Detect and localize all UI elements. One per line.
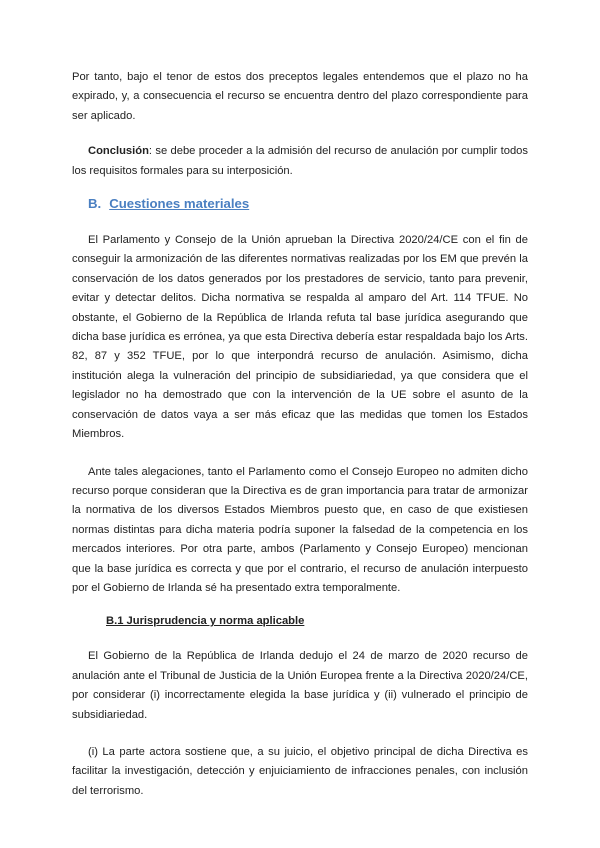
paragraph-b-2: Ante tales alegaciones, tanto el Parlamento como el Consejo Europeo no admiten dicho recurso porque consideran que la Directiva es de gran importancia para tratar de armonizar la normativa de los diversos Estados Miembros puesto que, en caso de que existiesen normas distintas para dicha materia podría suponer la falsedad de la competencia en los mercados interiores. Por otra parte, ambos (Parlamento y Consejo Europeo) mencionan que la base jurídica es correcta y que por el contrario, el recurso de anulación interpuesto por el Gobierno de Irlanda sé ha presentado extra temporalmente. xyxy=(72,465,528,594)
section-b-letter: B. xyxy=(88,196,102,212)
conclusion-label: Conclusión xyxy=(88,145,149,158)
paragraph-b1-2: (i) La parte actora sostiene que, a su juicio, el objetivo principal de dicha Directiva es facilitar la investigación, detección y enjuiciamiento de infracciones penales, con inclusión del terrorismo. xyxy=(72,745,528,797)
paragraph-b1-1: El Gobierno de la República de Irlanda dedujo el 24 de marzo de 2020 recurso de anulación ante el Tribunal de Justicia de la Unión Europea frente a la Directiva 2020/24/CE, por considerar (i) incorrectamente elegida la base jurídica y (ii) vulnerado el principio de subsidiariedad. xyxy=(72,650,528,721)
section-b-title: Cuestiones materiales xyxy=(109,196,250,212)
conclusion-text: : se debe proceder a la admisión del recurso de anulación por cumplir todos los requisitos formales para su interposición. xyxy=(72,145,528,177)
paragraph-conclusion xyxy=(72,142,528,181)
paragraph-b-1: El Parlamento y Consejo de la Unión aprueban la Directiva 2020/24/CE con el fin de conseguir la armonización de las diferentes normativas realizadas por los EM que prevén la conservación de los datos generados por los prestadores de servicio, tanto para prevenir, evitar y detectar delitos. Dicha normativa se respalda al amparo del Art. 114 TFUE. No obstante, el Gobierno de la República de Irlanda refuta tal base jurídica asegurando que dicha base jurídica es errónea, ya que esta Directiva debería estar respaldada bajo los Arts. 82, 87 y 352 TFUE, por lo que interpondrá recurso de anulación. Asimismo, dicha institución alega la vulneración del principio de subsidiariedad, ya que considera que el legislador no ha demostrado que con la intervención de la UE sobre el asunto de la conservación de datos vaya a ser más eficaz que las medidas que tomen los Estados Miembros. xyxy=(72,234,528,441)
paragraph-intro: Por tanto, bajo el tenor de estos dos preceptos legales entendemos que el plazo no ha expirado, y, a consecuencia el recurso se encuentra dentro del plazo correspondiente para ser aplicado. xyxy=(72,71,528,122)
section-heading-b xyxy=(88,193,528,215)
subsection-heading-b1: B.1 Jurisprudencia y norma aplicable xyxy=(106,615,305,628)
